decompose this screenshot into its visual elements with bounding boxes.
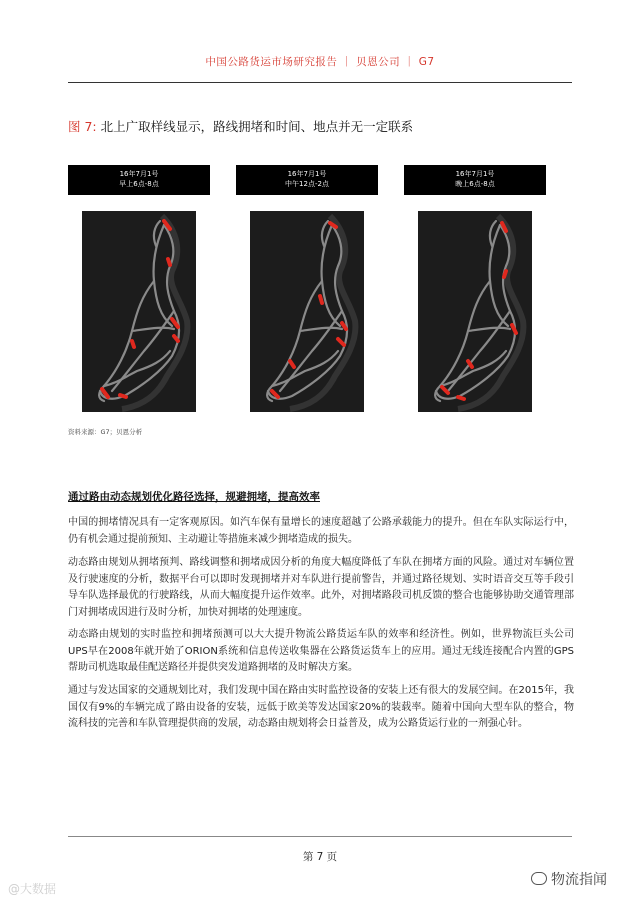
paragraph: 中国的拥堵情况具有一定客观原因。如汽车保有量增长的速度超越了公路承载能力的提升。但在车队实际运行中，仍有机会通过提前预知、主动避让等措施来减少拥堵造成的损失。 xyxy=(68,517,574,545)
congestion-segment xyxy=(504,271,506,277)
chat-bubble-icon xyxy=(531,872,547,885)
congestion-segment xyxy=(458,397,464,399)
congestion-map xyxy=(418,211,532,412)
figure-label: 图 7: xyxy=(68,119,97,134)
figure-title-text: 北上广取样线显示，路线拥堵和时间、地点并无一定联系 xyxy=(100,119,414,134)
paragraph: 动态路由规划从拥堵预判、路线调整和拥堵成因分析的角度大幅度降低了车队在拥堵方面的风险。通过对车辆位置及行驶速度的分析，数据平台可以即时发现拥堵并对车队进行提前警告，并通过路径规划、实时语音交互等手段引导车队选择最优的行驶路线，从而大幅度提升运作效率。此外，对拥堵路段司机反馈的整合也能够协助交通管理部门对拥堵成因进行及时分析，加快对拥堵的处理速度。 xyxy=(68,557,574,618)
map-caption xyxy=(404,165,546,195)
map-time: 中午12点-2点 xyxy=(285,180,329,188)
congestion-map xyxy=(82,211,196,412)
watermark-right-text: 物流指闻 xyxy=(551,872,607,888)
figure-source: 资料来源：G7；贝恩分析 xyxy=(68,428,143,436)
congestion-segment xyxy=(168,259,170,265)
map-date: 16年7月1号 xyxy=(455,170,495,178)
congestion-segment xyxy=(174,336,178,341)
report-header: 中国公路货运市场研究报告 ｜ 贝恩公司 ｜ G7 xyxy=(205,56,435,68)
congestion-map xyxy=(250,211,364,412)
map-panel-evening xyxy=(404,165,546,412)
map-date: 16年7月1号 xyxy=(119,170,159,178)
header-divider xyxy=(68,82,572,83)
map-time: 早上6点-8点 xyxy=(119,180,159,188)
figure-title xyxy=(68,117,413,135)
watermark-right xyxy=(531,869,631,891)
map-panel-noon xyxy=(236,165,378,412)
map-time: 晚上6点-8点 xyxy=(455,180,495,188)
congestion-segment xyxy=(442,387,448,393)
map-panel-morning xyxy=(68,165,210,412)
paragraph: 动态路由规划的实时监控和拥堵预测可以大大提升物流公路货运车队的效率和经济性。例如，世界物流巨头公司UPS早在2008年就开始了ORION系统和信息传送收集器在公路货运货车上的应用。通过无线连接配合内置的GPS帮助司机选取最佳配送路径并提供突发道路拥堵的及时解决方案。 xyxy=(68,629,574,673)
congestion-segment xyxy=(120,395,126,397)
route-line xyxy=(132,328,174,331)
section-heading: 通过路由动态规划优化路径选择，规避拥堵，提高效率 xyxy=(68,491,320,503)
footer-divider xyxy=(68,836,572,837)
paragraph: 通过与发达国家的交通规划比对，我们发现中国在路由实时监控设备的安装上还有很大的发展空间。在2015年，我国仅有9%的车辆完成了路由设备的安装，远低于欧美等发达国家20%的装载率。随着中国向大型车队的整合，物流科技的完善和车队管理提供商的发展，动态路由规划将会日益普及，成为公路货运行业的一剂强心针。 xyxy=(68,685,574,729)
route-line xyxy=(300,328,342,331)
congestion-segment xyxy=(132,341,134,347)
map-caption xyxy=(68,165,210,195)
congestion-segment xyxy=(290,361,294,367)
route-line xyxy=(468,328,510,331)
page-number: 第 7 页 xyxy=(302,851,338,863)
congestion-segment xyxy=(338,339,344,345)
map-date: 16年7月1号 xyxy=(287,170,327,178)
watermark-left: @大数据 xyxy=(8,882,57,896)
congestion-segment xyxy=(320,296,322,303)
map-caption xyxy=(236,165,378,195)
